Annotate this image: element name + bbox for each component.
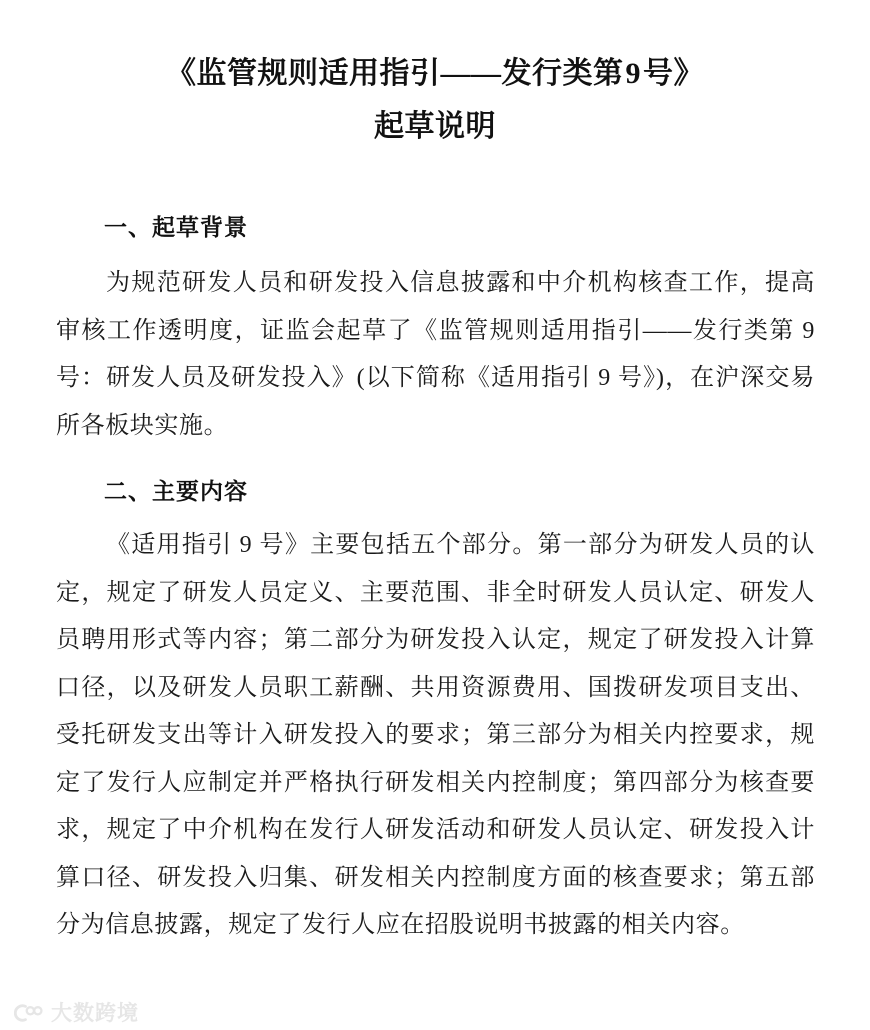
circle-dots-logo-icon [14, 1002, 44, 1024]
document-title-line-1-prefix: 《监管规则适用指引——发行类第 [166, 57, 624, 90]
section-heading-main-content: 二、主要内容 [104, 479, 248, 505]
watermark [14, 1002, 139, 1024]
document-title-issue-number: 9 [625, 57, 641, 90]
section-heading-background: 一、起草背景 [104, 215, 248, 241]
section-paragraph-background: 为规范研发人员和研发投入信息披露和中介机构核查工作，提高审核工作透明度，证监会起草了《监管规则适用指引——发行类第 9 号：研发人员及研发投入》(以下简称《适用指引 9 号》)，在沪深交易所各板块实施。 [56, 270, 815, 439]
document-title [0, 0, 870, 150]
document-title-line-1-suffix: 号》 [643, 57, 704, 90]
document-subtitle: 起草说明 [374, 110, 496, 143]
watermark-brand-text: 大数跨境 [51, 1001, 139, 1025]
document-title-line-1 [0, 0, 870, 97]
section-paragraph-main-content: 《适用指引 9 号》主要包括五个部分。第一部分为研发人员的认定，规定了研发人员定义、主要范围、非全时研发人员认定、研发人员聘用形式等内容；第二部分为研发投入认定，规定了研发投入计算口径，以及研发人员职工薪酬、共用资源费用、国拨研发项目支出、受托研发支出等计入研发投入的要求；第三部分为相关内控要求，规定了发行人应制定并严格执行研发相关内控制度；第四部分为核查要求，规定了中介机构在发行人研发活动和研发人员认定、研发投入计算口径、研发投入归集、研发相关内控制度方面的核查要求；第五部分为信息披露，规定了发行人应在招股说明书披露的相关内容。 [56, 532, 815, 938]
